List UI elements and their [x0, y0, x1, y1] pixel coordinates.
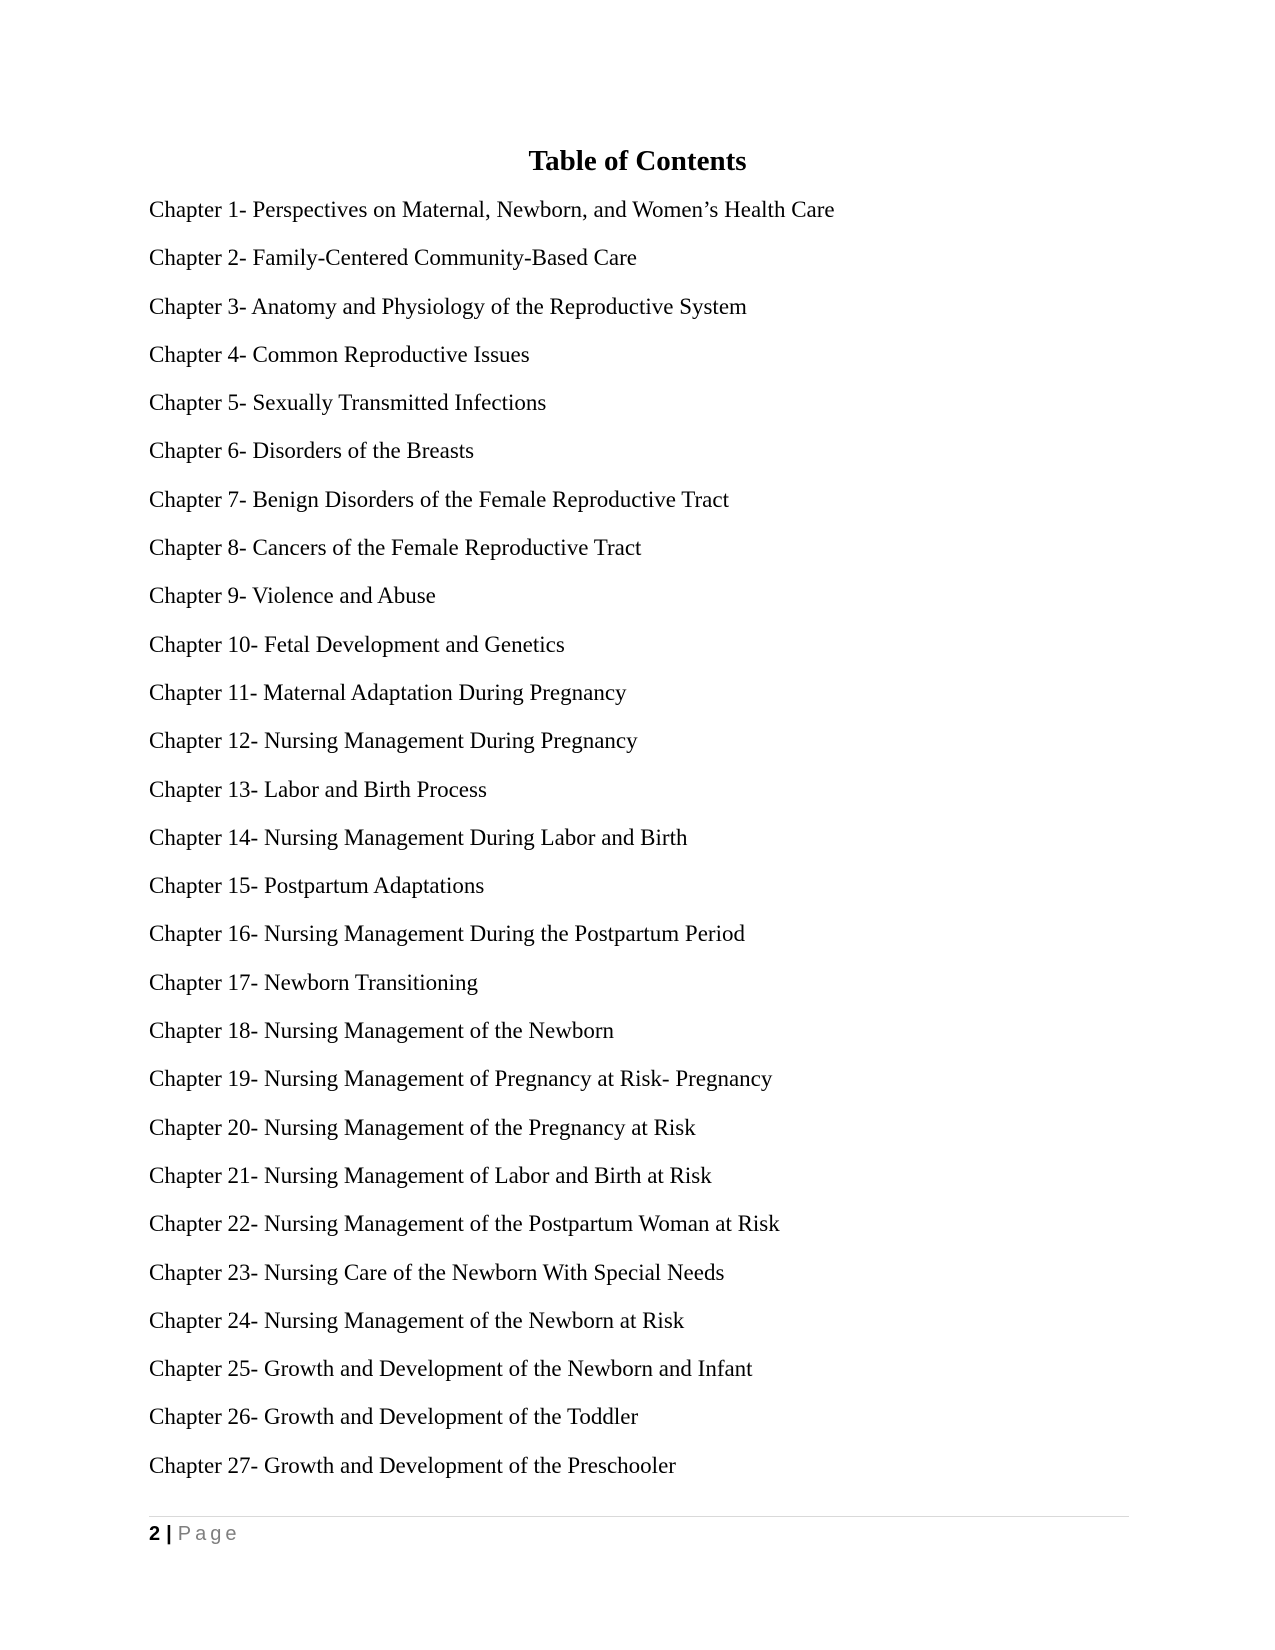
toc-item: Chapter 7- Benign Disorders of the Female Reproductive Tract: [149, 486, 729, 512]
toc-item: Chapter 27- Growth and Development of the Preschooler: [149, 1452, 676, 1478]
toc-item: Chapter 10- Fetal Development and Genetics: [149, 631, 565, 657]
toc-item: Chapter 4- Common Reproductive Issues: [149, 341, 530, 367]
footer-divider: [149, 1516, 1129, 1517]
toc-item: Chapter 12- Nursing Management During Pregnancy: [149, 728, 638, 754]
page-label: Page: [177, 1523, 241, 1545]
toc-item: Chapter 20- Nursing Management of the Pregnancy at Risk: [149, 1114, 696, 1140]
toc-item: Chapter 2- Family-Centered Community-Based Care: [149, 245, 637, 271]
toc-item: Chapter 1- Perspectives on Maternal, Newborn, and Women’s Health Care: [149, 197, 835, 222]
toc-item: Chapter 8- Cancers of the Female Reproductive Tract: [149, 535, 642, 561]
toc-item: Chapter 25- Growth and Development of the Newborn and Infant: [149, 1356, 753, 1382]
toc-item: Chapter 17- Newborn Transitioning: [149, 969, 479, 995]
toc-item: Chapter 26- Growth and Development of the Toddler: [149, 1404, 639, 1430]
toc-item: Chapter 9- Violence and Abuse: [149, 583, 436, 609]
toc-item: Chapter 14- Nursing Management During Labor and Birth: [149, 824, 688, 850]
toc-item: Chapter 16- Nursing Management During the Postpartum Period: [149, 921, 745, 947]
toc-item: Chapter 23- Nursing Care of the Newborn With Special Needs: [149, 1259, 725, 1285]
toc-item: Chapter 15- Postpartum Adaptations: [149, 873, 485, 899]
toc-item: Chapter 19- Nursing Management of Pregnancy at Risk- Pregnancy: [149, 1066, 773, 1092]
toc-item: Chapter 3- Anatomy and Physiology of the Reproductive System: [149, 293, 747, 319]
footer-separator: |: [166, 1523, 172, 1545]
toc-item: Chapter 21- Nursing Management of Labor and Birth at Risk: [149, 1162, 712, 1188]
toc-item: Chapter 22- Nursing Management of the Postpartum Woman at Risk: [149, 1211, 780, 1237]
page-title: Table of Contents: [528, 145, 747, 177]
toc-item: Chapter 18- Nursing Management of the Newborn: [149, 1018, 614, 1044]
toc-item: Chapter 5- Sexually Transmitted Infections: [149, 390, 547, 416]
toc-item: Chapter 24- Nursing Management of the Newborn at Risk: [149, 1307, 685, 1333]
toc-item: Chapter 11- Maternal Adaptation During Pregnancy: [149, 679, 627, 705]
toc-list: [149, 198, 835, 1502]
toc-item: Chapter 13- Labor and Birth Process: [149, 776, 487, 802]
toc-item: Chapter 6- Disorders of the Breasts: [149, 438, 475, 464]
page-footer: [149, 1522, 240, 1546]
page-number: 2: [149, 1523, 161, 1545]
